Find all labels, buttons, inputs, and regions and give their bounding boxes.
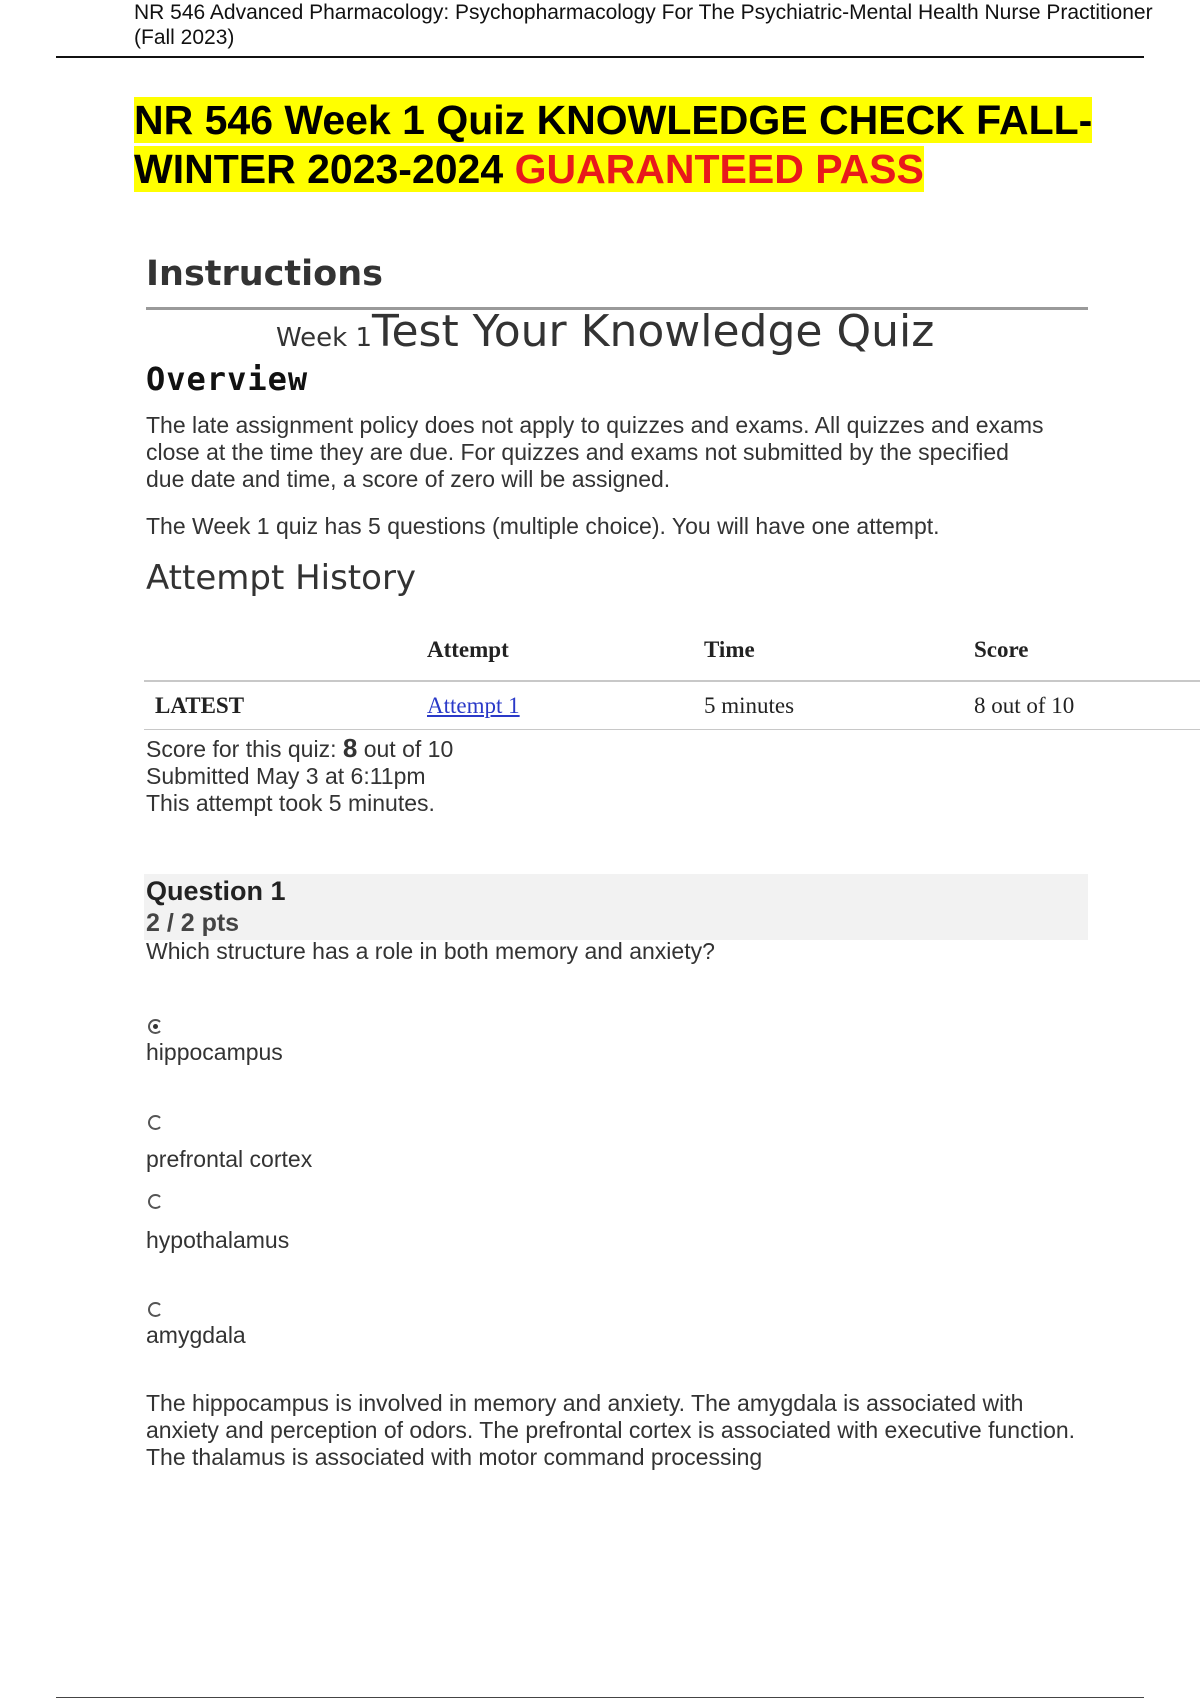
running-header-line2: (Fall 2023): [134, 26, 235, 49]
option-amygdala: amygdala: [146, 1322, 246, 1348]
question-title: Question 1: [146, 876, 286, 906]
overview-heading: Overview: [146, 360, 309, 398]
attempts-text: The Week 1 quiz has 5 questions (multiple choice). You will have one attempt.: [146, 513, 940, 539]
table-cell-score: 8 out of 10: [974, 693, 1075, 718]
table-header-time: Time: [704, 637, 755, 662]
document-title-main: NR 546 Week 1 Quiz KNOWLEDGE CHECK FALL-WINTER 2023-2024: [134, 97, 1093, 192]
table-cell-time: 5 minutes: [704, 693, 795, 718]
option-prefrontal-cortex: prefrontal cortex: [146, 1146, 313, 1172]
question-points: 2 / 2 pts: [146, 909, 240, 937]
running-header-line1: NR 546 Advanced Pharmacology: Psychopharmacology For The Psychiatric-Mental Health Nurse Practitioner: [134, 1, 1153, 24]
quiz-title-text: Test Your Knowledge Quiz: [372, 306, 935, 357]
score-summary-score: 8: [342, 733, 358, 763]
table-header-score: Score: [974, 637, 1029, 662]
quiz-title: [276, 306, 934, 357]
document-title: [134, 96, 1144, 194]
running-header: [134, 0, 1200, 50]
table-row-label: LATEST: [155, 693, 245, 718]
table-row-divider: [144, 729, 1200, 730]
instructions-heading: Instructions: [146, 254, 383, 294]
header-divider: [56, 56, 1144, 58]
radio-hypothalamus[interactable]: [148, 1194, 163, 1209]
overview-text: The late assignment policy does not apply to quizzes and exams. All quizzes and exams close at the time they are due. For quizzes and exams not submitted by the specified due date and time, a score of zero will be assigned.: [146, 412, 1044, 492]
radio-amygdala[interactable]: [148, 1302, 163, 1317]
table-header-attempt: Attempt: [427, 637, 509, 662]
question-header: [144, 874, 1088, 940]
radio-prefrontal-cortex[interactable]: [148, 1115, 163, 1130]
option-hippocampus: hippocampus: [146, 1039, 283, 1065]
table-header-divider: [144, 680, 1200, 682]
score-summary-prefix: Score for this quiz:: [146, 736, 337, 762]
answer-explanation: The hippocampus is involved in memory and anxiety. The amygdala is associated with anxiety and perception of odors. The prefrontal cortex is associated with executive function. The thalamus is associated with motor command processing: [146, 1390, 1076, 1470]
question-text: Which structure has a role in both memory and anxiety?: [146, 938, 715, 964]
footer-divider: [56, 1697, 1144, 1698]
score-summary: [146, 735, 456, 817]
quiz-title-prefix: Week 1: [276, 323, 373, 353]
option-hypothalamus: hypothalamus: [146, 1227, 290, 1253]
radio-hippocampus[interactable]: [148, 1019, 163, 1034]
attempt-link[interactable]: Attempt 1: [427, 693, 520, 718]
score-summary-suffix: out of 10 Submitted May 3 at 6:11pm This attempt took 5 minutes.: [146, 736, 454, 816]
document-title-highlight: GUARANTEED PASS: [514, 146, 924, 192]
attempt-history-heading: Attempt History: [146, 558, 417, 598]
